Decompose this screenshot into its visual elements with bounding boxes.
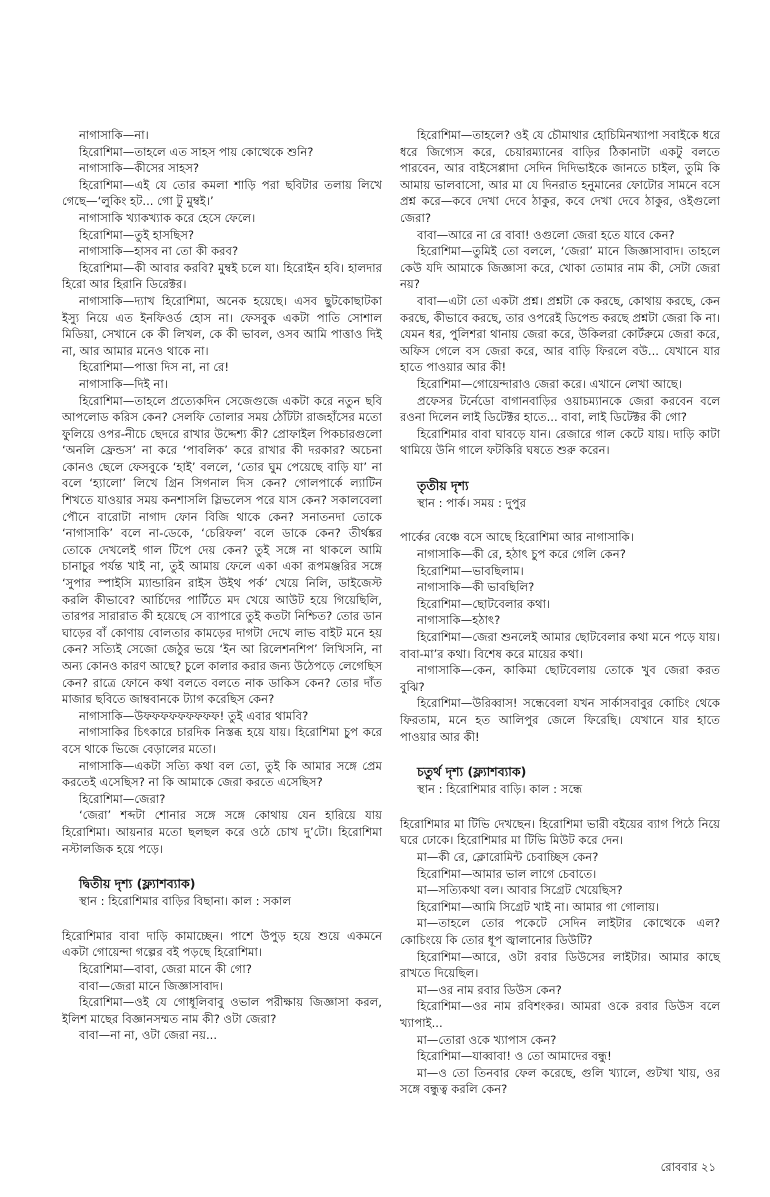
dialogue-line: মা—তোরা ওকে খ্যাপাস কেন? xyxy=(417,1032,557,1047)
dialogue-line: হিরোশিমা—যাব্বাবা! ও তো আমাদের বন্ধু! xyxy=(417,1049,612,1064)
right-column xyxy=(400,127,720,1098)
dialogue-line: বাবা—না না, ওটা জেরা নয়... xyxy=(79,1028,218,1043)
dialogue-line: হিরোশিমা—পাত্তা দিস না, না রে! xyxy=(79,360,230,375)
right-dialogue-block-3 xyxy=(400,816,720,1098)
left-column xyxy=(62,127,382,1044)
dialogue-line: হিরোশিমার মা টিভি দেখছেন। হিরোশিমা ভারী বইয়ের ব্যাগ পিঠে নিয়ে ঘরে ঢোকে। হিরোশিমার মা টিভি মিউট করে দেন। xyxy=(400,816,720,848)
dialogue-line: মা—ওর নাম রবার ডিউস কেন? xyxy=(417,982,562,997)
dialogue-line: মা—তাহলে তোর পকেটে সেদিন লাইটার কোত্থেকে এল? কোচিংয়ে কি তোর ধূপ জ্বালানোর ডিউটি? xyxy=(400,916,720,947)
dialogue-line: হিরোশিমা—তুই হাসছিস? xyxy=(79,227,195,242)
scene-3-meta: স্থান : পার্ক। সময় : দুপুর xyxy=(417,495,526,510)
dialogue-line: নাগাসাকি—দিই না। xyxy=(79,376,168,391)
dialogue-line: মা—কী রে, ক্লোরোমিন্ট চেবাচ্ছিস কেন? xyxy=(417,849,599,864)
dialogue-line: হিরোশিমা—বাবা, জেরা মানে কী গো? xyxy=(79,961,252,976)
left-dialogue-block-2 xyxy=(62,928,382,1044)
dialogue-line: হিরোশিমা—জেরা শুনলেই আমার ছোটবেলার কথা মনে পড়ে যায়। বাবা-মা’র কথা। বিশেষ করে মায়ের কথা। xyxy=(400,630,720,661)
scene-4-title: চতুর্থ দৃশ্য (ফ্ল্যাশব্যাক) xyxy=(417,764,527,780)
left-dialogue-block-1 xyxy=(62,127,382,857)
dialogue-line: মা—সত্যিকথা বল। আবার সিগ্রেট খেয়েছিস? xyxy=(417,883,623,898)
dialogue-line: বাবা—জেরা মানে জিজ্ঞাসাবাদ। xyxy=(79,978,224,993)
scene-2-meta: স্থান : হিরোশিমার বাড়ির বিছানা। কাল : সকাল xyxy=(79,894,291,909)
dialogue-line: হিরোশিমা—গোয়েন্দারাও জেরা করে। এখানে লেখা আছে। xyxy=(417,376,683,391)
right-dialogue-block-2 xyxy=(400,529,720,745)
scene-2-title: দ্বিতীয় দৃশ্য (ফ্ল্যাশব্যাক) xyxy=(79,876,196,892)
dialogue-line: হিরোশিমা—উরিব্বাস! সন্ধেবেলা যখন সার্কাসবাবুর কোচিং থেকে ফিরতাম, মনে হত আলিপুর জেলে ফিরেছি। যেখানে যার হাতে পাওয়ার আর কী! xyxy=(400,696,720,744)
dialogue-line: নাগাসাকি—না। xyxy=(79,128,149,142)
dialogue-line: নাগাসাকি—কেন, কাকিমা ছোটবেলায় তোকে খুব জেরা করত বুঝি? xyxy=(400,663,720,694)
dialogue-line: হিরোশিমা—জেরা? xyxy=(79,791,166,806)
right-dialogue-block-1 xyxy=(400,127,720,459)
scene-3-title: তৃতীয় দৃশ্য xyxy=(417,477,469,493)
dialogue-line: হিরোশিমা—কী আবার করবি? মুম্বই চলে যা। হিরোইন হবি। হালদার হিরো আর হিরানি ডিরেক্টর। xyxy=(62,260,382,292)
dialogue-line: নাগাসাকি—হাসব না তো কী করব? xyxy=(79,244,239,259)
dialogue-line: নাগাসাকি—কীসের সাহস? xyxy=(79,161,200,176)
dialogue-line: বাবা—এটা তো একটা প্রশ্ন। প্রশ্নটা কে করছে, কোথায় করছে, কেন করছে, কীভাবে করছে, তার ওপরেই ডিপেন্ড করছে প্রশ্নটা জেরা কি না। যেমন ধর, পুলিশরা থানায় জেরা করে, উকিলরা কোর্টরুমে জেরা করে, অফিস গেলে বস জেরা করে, আর বাড়ি ফিরলে বউ... যেখানে যার হাতে পাওয়ার আর কী! xyxy=(400,293,720,375)
dialogue-line: নাগাসাকি—দ্যাখ হিরোশিমা, অনেক হয়েছে। এসব ছুটকোছাটকা ইস্যু নিয়ে এত ইনফিওর্ড হোস না। ফেসবুক একটা পাতি সোশাল মিডিয়া, সেখানে কে কী লিখল, কে কী ভাবল, ওসব আমি পাত্তাও দিই না, আর আমার মনেও থাকে না। xyxy=(62,293,382,358)
dialogue-line: নাগাসাকি—হঠাৎ? xyxy=(417,613,501,628)
dialogue-line: প্রফেসর টর্নেডো বাগানবাড়ির ওয়াচম্যানকে জেরা করবেন বলে রওনা দিলেন লাই ডিটেক্টর হাতে... বাবা, লাই ডিটেক্টর কী গো? xyxy=(400,393,720,425)
dialogue-line: হিরোশিমা—ছোটবেলার কথা। xyxy=(417,596,551,611)
dialogue-line: হিরোশিমা—আমি সিগ্রেট খাই না। আমার গা গোলায়। xyxy=(417,899,660,914)
scene-4-meta: স্থান : হিরোশিমার বাড়ি। কাল : সন্ধে xyxy=(417,782,583,797)
dialogue-line: হিরোশিমা—ওর নাম রবিশংকর। আমরা ওকে রবার ডিউস বলে খ্যাপাই... xyxy=(400,999,720,1030)
dialogue-line: হিরোশিমা—এই যে তোর কমলা শাড়ি পরা ছবিটার তলায় লিখে গেছে—‘লুকিং হট... গো টু মুম্বই।’ xyxy=(62,177,382,209)
dialogue-line: নাগাসাকি—উফফফফফফফফফ! তুই এবার থামবি? xyxy=(79,708,309,723)
dialogue-line: নাগাসাকির চিৎকারে চারদিক নিস্তব্ধ হয়ে যায়। হিরোশিমা চুপ করে বসে থাকে ভিজে বেড়ালের মতো। xyxy=(62,725,382,756)
dialogue-line: হিরোশিমা—তুমিই তো বললে, ‘জেরা’ মানে জিজ্ঞাসাবাদ। তাহলে কেউ যদি আমাকে জিজ্ঞাসা করে, খোকা তোমার নাম কী, সেটা জেরা নয়? xyxy=(400,244,720,292)
dialogue-line: হিরোশিমার বাবা দাড়ি কামাচ্ছেন। পাশে উপুড় হয়ে শুয়ে একমনে একটা গোয়েন্দা গল্পের বই পড়ছে হিরোশিমা। xyxy=(62,928,382,960)
dialogue-line: হিরোশিমা—ওই যে গোধূলিবাবু ওভাল পরীক্ষায় জিজ্ঞাসা করল, ইলিশ মাছের বিজ্ঞানসম্মত নাম কী? ওটা জেরা? xyxy=(62,995,382,1026)
dialogue-line: হিরোশিমা—তাহলে? ওই যে চৌমাথার হোচিমিনখ্যাপা সবাইকে ধরে ধরে জিগ্যেস করে, চেয়ারম্যানের বাড়ির ঠিকানাটা একটু বলতে পারবেন, আর বাইসেপ্পাদা সেদিন দিদিভাইকে জানতে চাইল, তুমি কি আমায় ভালবাসো, আর মা যে দিনরাত হনুমানের ফোটোর সামনে বসে প্রশ্ন করে—কবে দেখা দেবে ঠাকুর, কবে দেখা দেবে ঠাকুর, ওইগুলো জেরা? xyxy=(400,128,720,225)
dialogue-line: হিরোশিমা—তাহলে এত সাহস পায় কোত্থেকে শুনি? xyxy=(79,144,314,159)
dialogue-line: বাবা—আরে না রে বাবা! ওগুলো জেরা হতে যাবে কেন? xyxy=(417,227,675,242)
dialogue-line: নাগাসাকি—একটা সত্যি কথা বল তো, তুই কি আমার সঙ্গে প্রেম করতেই এসেছিস? না কি আমাকে জেরা করতে এসেছিস? xyxy=(62,758,382,790)
dialogue-line: হিরোশিমা—ভাবছিলাম। xyxy=(417,563,524,578)
dialogue-line: হিরোশিমা—আরে, ওটা রবার ডিউসের লাইটার। আমার কাছে রাখতে দিয়েছিল। xyxy=(400,949,720,981)
dialogue-line: নাগাসাকি—কী ভাবছিলি? xyxy=(417,580,535,595)
dialogue-line: ‘জেরা’ শব্দটা শোনার সঙ্গে সঙ্গে কোথায় যেন হারিয়ে যায় হিরোশিমা। আয়নার মতো ছলছল করে ওঠে চোখ দু’টো। হিরোশিমা নস্টালজিক হয়ে পড়ে। xyxy=(62,808,382,856)
dialogue-line: নাগাসাকি—কী রে, হঠাৎ চুপ করে গেলি কেন? xyxy=(417,547,626,562)
page-folio: রোববার ২১ xyxy=(660,1160,716,1174)
dialogue-line: হিরোশিমা—তাহলে প্রত্যেকদিন সেজেগুজে একটা করে নতুন ছবি আপলোড করিস কেন? সেলফি তোলার সময় ঠোঁটটা রাজহাঁসের মতো ফুলিয়ে ওপর-নীচে ছেদরে রাখার উদ্দেশ্য কী? প্রোফাইল পিকচারগুলো ‘অনলি ফ্রেন্ডস’ না করে ‘পাবলিক’ করে রাখার কী দরকার? অচেনা কোনও ছেলে ফেসবুকে ‘হাই’ বললে, ‘তোর ঘুম পেয়েছে বাড়ি যা’ না বলে ‘হ্যালো’ লিখে গ্রিন সিগনাল দিস কেন? গোলপার্কে ল্যাটিন শিখতে যাওয়ার সময় কনশাসলি স্লিভলেস পরে যাস কেন? সকালবেলা পৌনে বারোটা নাগাদ ফোন বিজি থাকে কেন? সনাতনদা তোকে ‘নাগাসাকি’ বলে না-ডেকে, ‘চেরিফল’ বলে ডাকে কেন? তীর্থঙ্কর তোকে দেখলেই গাল টিপে দেয় কেন? তুই সঙ্গে না থাকলে আমি চানাচুর পর্যন্ত খাই না, তুই আমায় ফেলে একা একা রূপমঞ্জরির সঙ্গে ‘সুপার স্পাইসি ম্যান্ডারিন রাইস উইথ পর্ক’ খেয়ে নিলি, ডাইজেস্ট করলি কীভাবে? আর্চিদের পার্টিতে মদ খেয়ে আউট হয়ে গিয়েছিলি, তারপর সারারাত কী হয়েছে সে ব্যাপারে তুই কতটা নিশ্চিত? তোর ডান ঘাড়ের বাঁ কোণায় বোলতার কামড়ের দাগটা দেখে লাভ বাইট মনে হয় কেন? সত্যিই সেজো জেঠুর ভয়ে ‘ইন আ রিলেশনশিপ’ লিখিসনি, না অন্য কোনও কারণ আছে? চুলে কালার করার জন্য উঠেপড়ে লেগেছিস কেন? রাত্রে ফোনে কথা বলতে বলতে নাক ডাকিস কেন? তোর দাঁত মাজার ছবিতে জাম্ববানকে ট্যাগ করেছিস কেন? xyxy=(62,393,382,707)
dialogue-line: পার্কের বেঞ্চে বসে আছে হিরোশিমা আর নাগাসাকি। xyxy=(400,530,634,545)
dialogue-line: হিরোশিমা—আমার ভাল লাগে চেবাতে। xyxy=(417,866,597,881)
dialogue-line: মা—ও তো তিনবার ফেল করেছে, গুলি খ্যালে, গুটখা খায়, ওর সঙ্গে বন্ধুত্ব করলি কেন? xyxy=(400,1065,720,1097)
dialogue-line: নাগাসাকি খ্যাকখ্যাক করে হেসে ফেলে। xyxy=(79,210,256,225)
dialogue-line: হিরোশিমার বাবা ঘাবড়ে যান। রেজারে গাল কেটে যায়। দাড়ি কাটা থামিয়ে উনি গালে ফটকিরি ঘষতে শুরু করেন। xyxy=(400,426,720,458)
